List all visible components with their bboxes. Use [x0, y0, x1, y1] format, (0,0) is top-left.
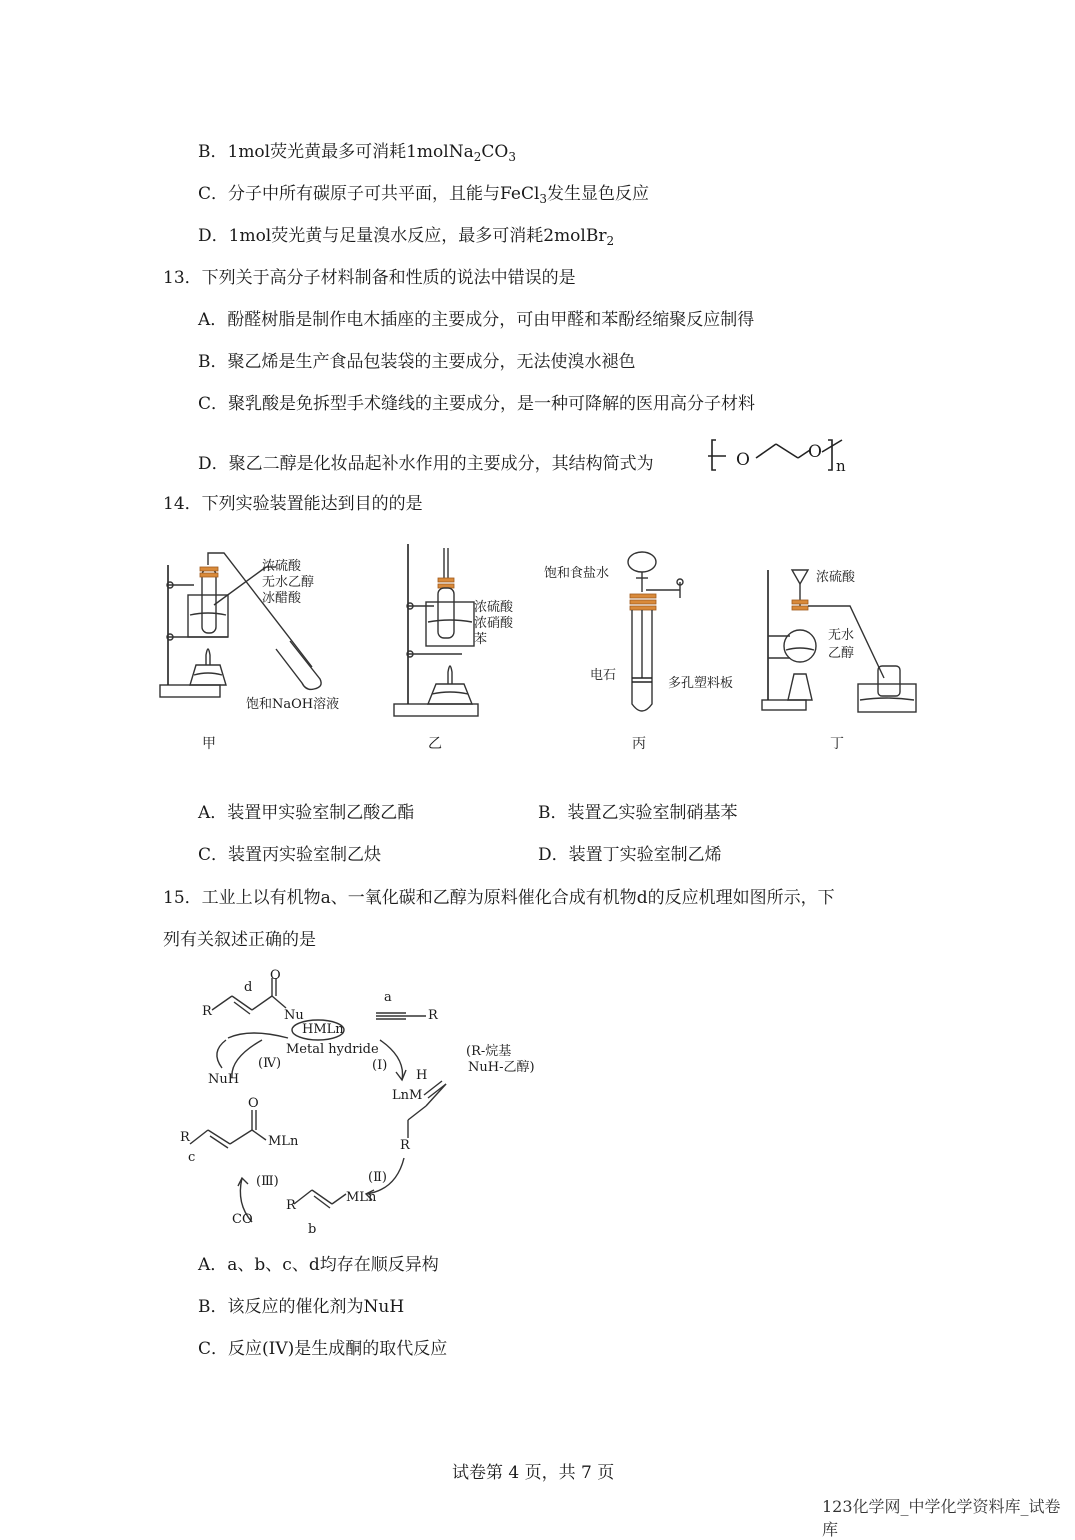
peg-structure-formula: [706, 434, 856, 476]
watermark: 123化学网_中学化学资料库_试卷库: [822, 1497, 1061, 1539]
jia-label-1: 浓硫酸: [262, 559, 302, 574]
q15-option-a: A．a、b、c、d均存在顺反异构: [198, 1255, 439, 1275]
q12-option-b: B．1mol荧光黄最多可消耗$1molNa_2CO_3$: [198, 142, 516, 164]
q15-option-b: B．该反应的催化剂为NuH: [198, 1297, 405, 1317]
mech-a: a: [384, 990, 392, 1005]
q14-option-a: A．装置甲实验室制乙酸乙酯: [198, 803, 415, 823]
mech-mln1: MLn: [268, 1134, 299, 1149]
ding-label-3: 乙醇: [828, 646, 855, 661]
mech-c: c: [188, 1150, 196, 1165]
q13-option-a: A．酚醛树脂是制作电木插座的主要成分，可由甲醛和苯酚经缩聚反应制得: [198, 310, 755, 330]
caption-jia: 甲: [202, 736, 216, 752]
q13-option-c: C．聚乳酸是免拆型手术缝线的主要成分，是一种可降解的医用高分子材料: [198, 394, 756, 414]
mech-hmln: HMLn: [302, 1022, 344, 1037]
q15-stem-line2: 列有关叙述正确的是: [163, 930, 316, 950]
q14-stem: 14．下列实验装置能达到目的的是: [163, 494, 423, 514]
mech-d: d: [244, 980, 253, 995]
mech-rb: R: [286, 1198, 296, 1213]
caption-ding: 丁: [830, 736, 844, 752]
q13-option-d: D．聚乙二醇是化妆品起补水作用的主要成分，其结构简式为: [198, 454, 654, 474]
q15-option-c: C．反应(IV)是生成酮的取代反应: [198, 1339, 448, 1359]
bing-label-top: 饱和食盐水: [544, 566, 610, 581]
mech-ra: R: [428, 1008, 438, 1023]
mech-r1: R: [202, 1004, 212, 1019]
page-footer: 试卷第 4 页，共 7 页: [452, 1463, 615, 1483]
mech-rc: R: [180, 1130, 190, 1145]
jia-label-2: 无水乙醇: [262, 575, 315, 590]
mech-o2: O: [248, 1096, 259, 1111]
mech-metal-hydride: Metal hydride: [286, 1042, 379, 1057]
q12-option-c: C．分子中所有碳原子可共平面，且能与FeCl$_3$发生显色反应: [198, 184, 650, 206]
mech-o1: O: [270, 968, 281, 983]
caption-yi: 乙: [428, 736, 442, 752]
peg-o2: O: [808, 442, 822, 462]
peg-o1: O: [736, 450, 750, 470]
mech-note-2: NuH-乙醇): [468, 1060, 535, 1075]
apparatus-jia: [158, 545, 358, 715]
mech-rb2: R: [400, 1138, 410, 1153]
caption-bing: 丙: [632, 736, 646, 752]
yi-label-3: 苯: [474, 632, 488, 647]
q12-option-d: D．1mol荧光黄与足量溴水反应，最多可消耗2molBr$_2$: [198, 226, 615, 248]
mech-step-iii: (Ⅲ): [256, 1174, 279, 1189]
peg-n: n: [836, 457, 846, 475]
mech-lnm: LnM: [392, 1088, 423, 1103]
mech-nuh: NuH: [208, 1072, 240, 1087]
yi-label-2: 浓硝酸: [474, 616, 514, 631]
yi-label-1: 浓硫酸: [474, 600, 514, 615]
jia-label-bottom: 饱和NaOH溶液: [246, 697, 340, 712]
mech-mln2: MLn: [346, 1190, 377, 1205]
mech-b: b: [308, 1222, 317, 1237]
mech-step-ii: (Ⅱ): [368, 1170, 387, 1185]
q14-option-d: D．装置丁实验室制乙烯: [538, 845, 722, 865]
ding-label-2: 无水: [828, 628, 855, 643]
apparatus-bing: [620, 548, 700, 718]
q13-stem: 13．下列关于高分子材料制备和性质的说法中错误的是: [163, 268, 576, 288]
q14-option-b: B．装置乙实验室制硝基苯: [538, 803, 738, 823]
mech-nu: Nu: [284, 1008, 304, 1023]
bing-label-right: 多孔塑料板: [668, 676, 734, 691]
q15-stem-line1: 15．工业上以有机物a、一氧化碳和乙醇为原料催化合成有机物d的反应机理如图所示，下: [163, 888, 835, 908]
ding-label-1: 浓硫酸: [816, 570, 856, 585]
mech-co: CO: [232, 1212, 253, 1227]
mech-step-iv: (Ⅳ): [258, 1056, 282, 1071]
jia-label-3: 冰醋酸: [262, 591, 302, 606]
mech-note-1: (R-烷基: [466, 1044, 512, 1059]
mech-step-i: (Ⅰ): [372, 1058, 388, 1073]
mech-h: H: [416, 1068, 428, 1083]
bing-label-left: 电石: [590, 668, 617, 683]
q14-option-c: C．装置丙实验室制乙炔: [198, 845, 382, 865]
q13-option-b: B．聚乙烯是生产食品包装袋的主要成分，无法使溴水褪色: [198, 352, 636, 372]
